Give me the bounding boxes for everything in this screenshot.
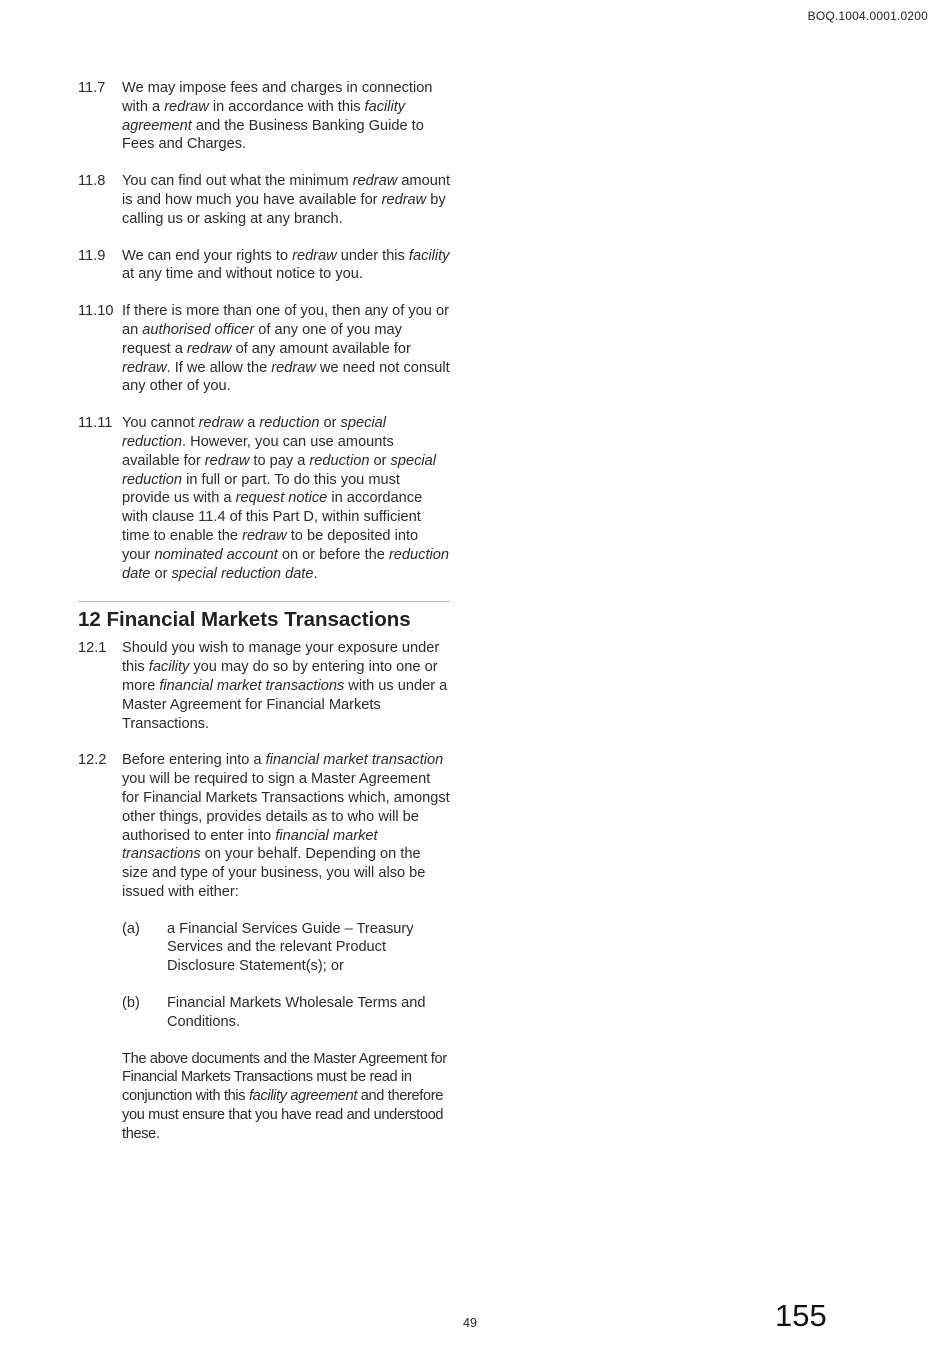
clause-number: 11.10 <box>78 303 114 320</box>
clause-text: You cannot redraw a reduction or special reduction. However, you can use amounts available for redraw to pay a reduction or special reduction in full or part. To do this you must provide us with a request notice in accordance with clause 11.4 of this Part D, within sufficient time to enable the redraw to be deposited into your nominated account on or before the reduction date or special reduction date. <box>122 415 449 582</box>
closing-paragraph: The above documents and the Master Agreement for Financial Markets Transactions must be read in conjunction with this facility agreement and therefore you must ensure that you have read and understood these. <box>122 1050 447 1142</box>
clause-text: If there is more than one of you, then any of you or an authorised officer of any one of you may request a redraw of any amount available for redraw. If we allow the redraw we need not consult any other of you. <box>122 303 450 395</box>
clause-text: Before entering into a financial market transaction you will be required to sign a Master Agreement for Financial Markets Transactions which, amongst other things, provides details as to who will be authorised to enter into financial market transactions on your behalf. Depending on the size and type of your business, you will also be issued with either: <box>122 752 450 900</box>
clause-text: You can find out what the minimum redraw amount is and how much you have available for redraw by calling us or asking at any branch. <box>122 173 450 227</box>
subclause-b <box>122 994 450 1032</box>
section-heading: 12 Financial Markets Transactions <box>78 608 411 632</box>
clause-11-11 <box>78 414 450 583</box>
clause-11-8 <box>78 172 450 228</box>
clause-body <box>122 751 450 1143</box>
subclause-label: (b) <box>122 995 140 1012</box>
clause-text: Should you wish to manage your exposure under this facility you may do so by entering into one or more financial market transactions with us under a Master Agreement for Financial Markets Transactions. <box>122 640 448 732</box>
subclause-text: Financial Markets Wholesale Terms and Conditions. <box>167 995 426 1030</box>
clause-number: 11.8 <box>78 173 106 190</box>
subclause-label: (a) <box>122 920 140 937</box>
text-column <box>78 79 450 1162</box>
clause-number: 12.1 <box>78 640 107 657</box>
clause-text: We can end your rights to redraw under this facility at any time and without notice to you. <box>122 247 450 283</box>
subclause-a <box>122 920 450 976</box>
clause-number: 11.9 <box>78 247 106 264</box>
clause-text: We may impose fees and charges in connection with a redraw in accordance with this facility agreement and the Business Banking Guide to Fees and Charges. <box>122 80 433 153</box>
page-number: 49 <box>463 1316 477 1330</box>
document-page-stamp: 155 <box>775 1298 827 1333</box>
clause-11-10 <box>78 302 450 396</box>
subclause-text: a Financial Services Guide – Treasury Services and the relevant Product Disclosure Statement(s); or <box>167 920 414 975</box>
clause-11-7 <box>78 79 450 154</box>
clause-12-1 <box>78 639 450 733</box>
clause-12-2 <box>78 751 450 1143</box>
document-id: BOQ.1004.0001.0200 <box>807 9 928 23</box>
clause-number: 11.11 <box>78 415 113 432</box>
clause-number: 11.7 <box>78 80 106 96</box>
section-12 <box>78 601 450 1143</box>
clause-number: 12.2 <box>78 752 107 769</box>
clause-11-9 <box>78 247 450 285</box>
